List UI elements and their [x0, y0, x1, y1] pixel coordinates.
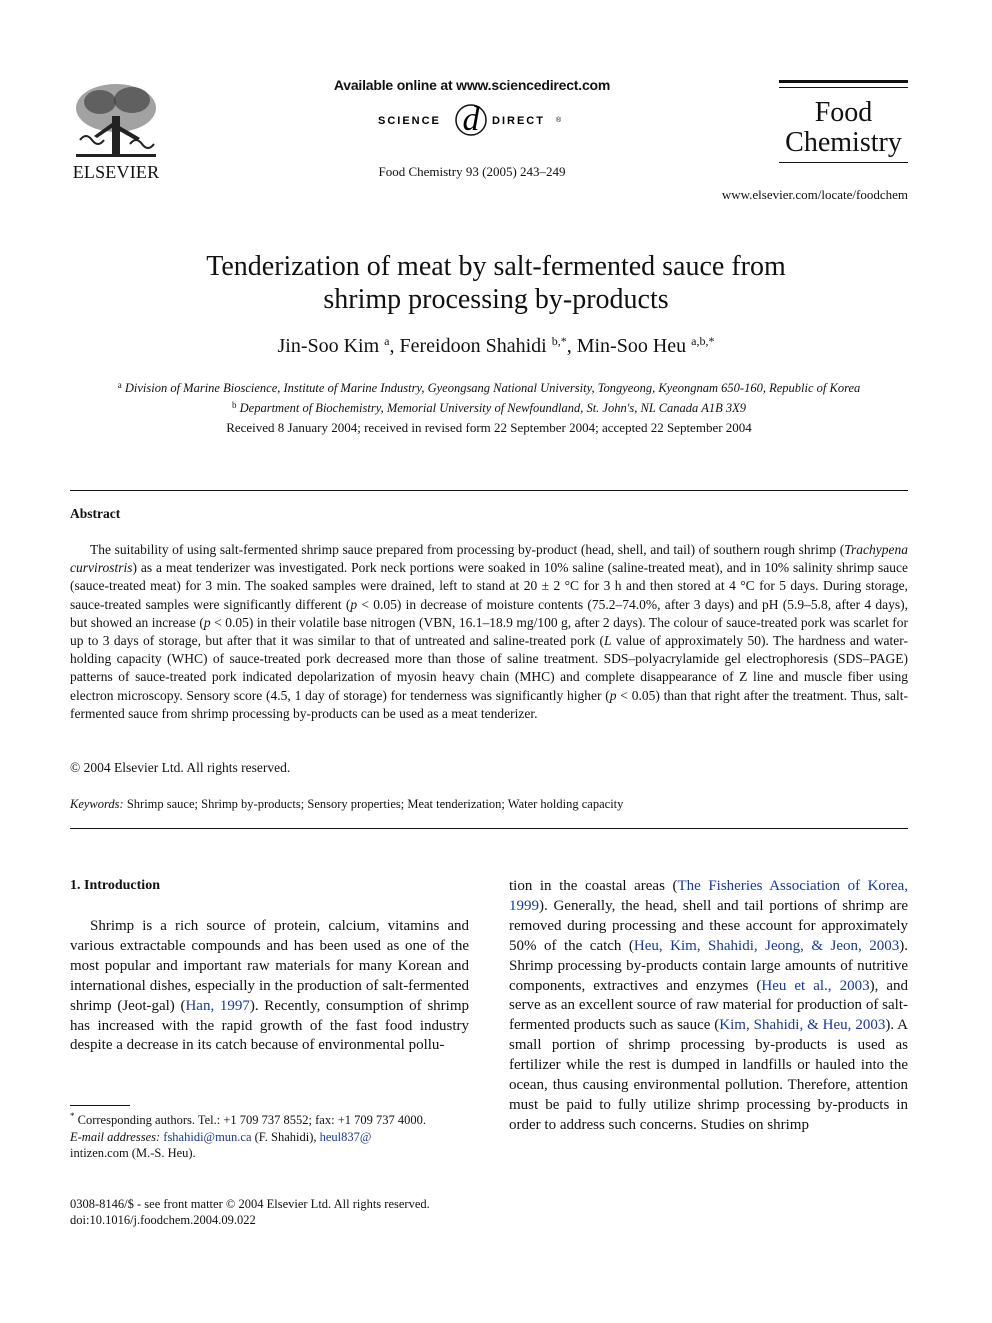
sd-registered-mark: ®: [556, 117, 562, 124]
issn-doi: [70, 1196, 490, 1228]
sd-left-word: SCIENCE: [378, 115, 441, 127]
author-affiliation-mark: a: [384, 334, 390, 348]
publisher-name: ELSEVIER: [72, 162, 160, 182]
author-list: [96, 334, 896, 358]
issn-line: 0308-8146/$ - see front matter © 2004 Elsevier Ltd. All rights reserved.: [70, 1197, 430, 1211]
affiliation-text: Department of Biochemistry, Memorial University of Newfoundland, St. John's, NL Canada A1B 3X9: [239, 401, 746, 415]
abstract-top-rule: [70, 490, 908, 491]
species-name: Trachypena curvirostris: [70, 542, 908, 576]
elsevier-tree-logo: [70, 80, 162, 162]
citation-link[interactable]: Heu et al., 2003: [761, 977, 870, 994]
journal-url[interactable]: www.elsevier.com/locate/foodchem: [721, 187, 908, 202]
body-column-left: Shrimp is a rich source of protein, calcium, vitamins and various extractable compounds and has been used as one of the most popular and important raw materials for many Korean and international dishes, especially in the production of salt-fermented shrimp (Jeot-gal) (Han, 1997). Recently, consumption of shrimp has increased with the rapid growth of the fast food industry despite a decrease in its catch because of environmental pollu-: [70, 918, 469, 1054]
title-line2: shrimp processing by-products: [323, 284, 669, 315]
affiliation-item: [70, 397, 908, 417]
abstract-heading: Abstract: [70, 506, 121, 521]
abstract-bottom-rule: [70, 828, 908, 829]
journal-rule-thick: [779, 80, 908, 83]
section-heading-introduction: 1. Introduction: [70, 878, 160, 893]
author-separator: ,: [566, 335, 577, 357]
sciencedirect-logo: [378, 100, 564, 138]
citation-link[interactable]: Heu, Kim, Shahidi, Jeong, & Jeon, 2003: [633, 937, 900, 954]
journal-rule-thin: [779, 87, 908, 88]
journal-rule-bottom: [779, 162, 908, 163]
journal-citation: Food Chemistry 93 (2005) 243–249: [378, 164, 566, 179]
email-link[interactable]: heul837@: [319, 1129, 372, 1144]
sd-right-word: DIRECT: [492, 115, 545, 127]
email-link[interactable]: fshahidi@mun.ca: [163, 1129, 252, 1144]
affiliation-mark: a: [117, 380, 122, 390]
author-affiliation-mark: a,b,*: [691, 334, 715, 348]
affiliations: [70, 377, 908, 417]
email-label: E-mail addresses:: [70, 1129, 161, 1144]
affiliation-mark: b: [232, 400, 237, 410]
affiliation-item: [70, 377, 908, 397]
citation-link[interactable]: Han, 1997: [185, 997, 250, 1014]
available-online-text[interactable]: Available online at www.sciencedirect.com: [333, 77, 611, 93]
footnote-rule: [70, 1105, 130, 1106]
citation-link[interactable]: The Fisheries Association of Korea, 1999: [509, 878, 908, 914]
keywords-label: Keywords:: [70, 797, 124, 811]
footnote: * Corresponding authors. Tel.: +1 709 737 8552; fax: +1 709 737 4000. E-mail addresses: fshahidi@mun.ca (F. Shahidi), heul837@ intizen.com (M.-S. Heu).: [70, 1111, 427, 1161]
title-line1: Tenderization of meat by salt-fermented sauce from: [206, 251, 786, 282]
keywords-list: Shrimp sauce; Shrimp by-products; Sensory properties; Meat tenderization; Water holding capacity: [126, 797, 624, 811]
journal-name: [779, 98, 908, 158]
author-separator: ,: [389, 335, 400, 357]
received-dates: Received 8 January 2004; received in revised form 22 September 2004; accepted 22 September 2004: [226, 420, 752, 435]
body-column-right: tion in the coastal areas (The Fisheries Association of Korea, 1999). Generally, the head, shell and tail portions of shrimp are removed during processing and these account for approximately 50% of the catch (Heu, Kim, Shahidi, Jeong, & Jeon, 2003). Shrimp processing by-products contain large amounts of nutritive components, extractives and enzymes (Heu et al., 2003), and serve as an excellent source of raw material for production of salt-fermented products such as sauce (Kim, Shahidi, & Heu, 2003). A small portion of shrimp processing by-products is used as fertilizer while the rest is dumped in landfills or hauled into the ocean, thus causing environmental pollution. Therefore, attention must be paid to fully utilize shrimp processing by-products in order to address such concerns. Studies on shrimp: [509, 878, 909, 1133]
citation-link[interactable]: Kim, Shahidi, & Heu, 2003: [719, 1017, 886, 1034]
keywords: [70, 797, 908, 812]
abstract-body: The suitability of using salt-fermented shrimp sauce prepared from processing by-product (head, shell, and tail) of southern rough shrimp (Trachypena curvirostris) as a meat tenderizer was investigated. Pork neck portions were soaked in 10% saline (saline-treated meat), and in 10% salinity shrimp sauce (sauce-treated meat) for 3 min. The soaked samples were drained, left to stand at 20 ± 2 °C for 3 h and then stored at 4 °C for 5 days. During storage, sauce-treated samples were significantly different (p < 0.05) in decrease of moisture contents (75.2–74.0%, after 3 days) and pH (5.9–5.8, after 4 days), but showed an increase (p < 0.05) in their volatile base nitrogen (VBN, 16.1–18.9 mg/100 g, after 2 days). The colour of sauce-treated pork was scarlet for up to 3 days of storage, but after that it was similar to that of untreated and saline-treated pork (L value of approximately 50). The hardness and water-holding capacity (WHC) of sauce-treated pork decreased more than those of saline treatment. SDS–polyacrylamide gel electrophoresis (SDS–PAGE) patterns of sauce-treated pork indicated depolarization of myosin heavy chain (MHC) and complete disappearance of Z line and muscle fiber using electron microscopy. Sensory score (4.5, 1 day of storage) for tenderness was significantly higher (p < 0.05) than that right after the treatment. Thus, salt-fermented sauce from shrimp processing by-products can be used as a meat tenderizer.: [70, 542, 909, 721]
article-title: [96, 250, 896, 316]
corresponding-authors: Corresponding authors. Tel.: +1 709 737 8552; fax: +1 709 737 4000.: [74, 1113, 427, 1128]
author-affiliation-mark: b,*: [551, 334, 567, 348]
journal-name-line1: Food: [814, 97, 873, 128]
abstract-copyright: © 2004 Elsevier Ltd. All rights reserved.: [70, 760, 291, 775]
journal-name-line2: Chemistry: [785, 127, 902, 158]
doi-line[interactable]: doi:10.1016/j.foodchem.2004.09.022: [70, 1213, 256, 1227]
affiliation-text: Division of Marine Bioscience, Institute of Marine Industry, Gyeongsang National University, Tongyeong, Kyeongnam 650-160, Republic of Korea: [124, 381, 861, 395]
footnote-mark: *: [70, 1111, 75, 1121]
author-name: Jin-Soo Kim: [277, 335, 380, 357]
author-name: Min-Soo Heu: [576, 335, 687, 357]
author-name: Fereidoon Shahidi: [399, 335, 547, 357]
svg-text:d: d: [462, 101, 480, 138]
